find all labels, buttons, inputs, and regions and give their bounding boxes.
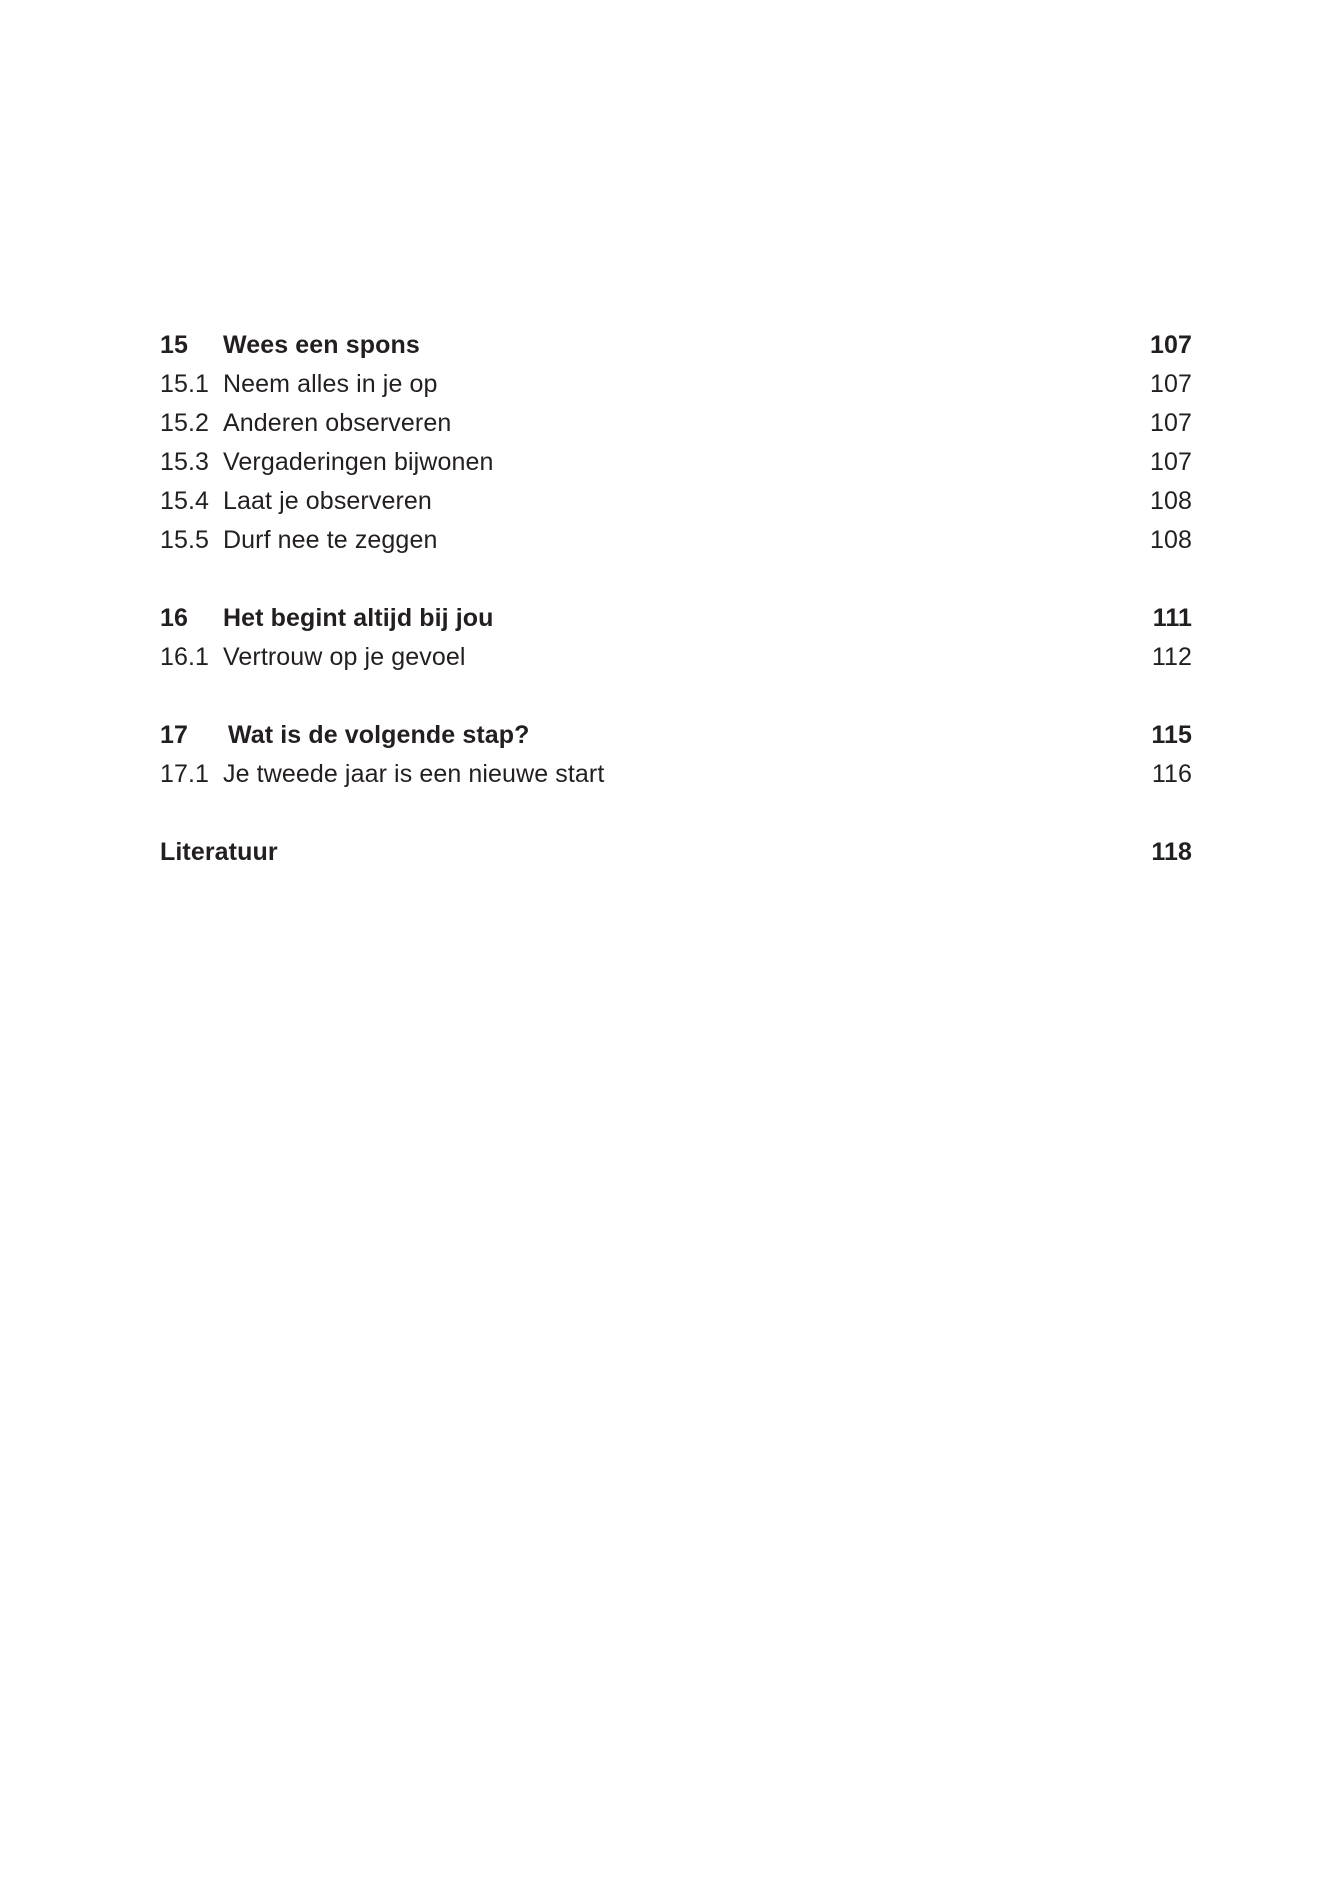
chapter-page: 111 [1152,604,1192,632]
section-title: Je tweede jaar is een nieuwe start [223,760,605,788]
toc-section-16-1[interactable] [160,638,1192,677]
chapter-title: Wees een spons [223,331,420,359]
chapter-number: 16 [160,604,189,632]
section-title: Durf nee te zeggen [223,526,438,554]
toc-section-15-1[interactable] [160,365,1192,404]
toc-section-15-3[interactable] [160,443,1192,482]
section-title: Laat je observeren [223,487,432,515]
section-number: 15.2 [160,409,210,437]
section-title: Vergaderingen bijwonen [223,448,494,476]
toc-chapter-15[interactable] [160,326,1192,365]
section-number: 15.1 [160,370,210,398]
chapter-number: 15 [160,331,189,359]
chapter-title: Het begint altijd bij jou [223,604,494,632]
section-number: 15.5 [160,526,210,554]
spacer [160,677,1192,716]
chapter-page: 115 [1151,721,1192,749]
section-page: 107 [1149,409,1192,437]
toc-section-15-5[interactable] [160,521,1192,560]
chapter-number: 17 [160,721,189,749]
section-number: 17.1 [160,760,210,788]
spacer [160,794,1192,833]
section-page: 107 [1149,370,1192,398]
section-title: Neem alles in je op [223,370,438,398]
section-title: Anderen observeren [223,409,452,437]
chapter-title: Wat is de volgende stap? [228,721,530,749]
toc-section-15-4[interactable] [160,482,1192,521]
section-page: 116 [1151,760,1192,788]
toc-chapter-17[interactable] [160,716,1192,755]
section-title: Vertrouw op je gevoel [223,643,466,671]
toc-literature[interactable] [160,833,1192,872]
section-number: 16.1 [160,643,210,671]
section-page: 108 [1149,526,1192,554]
section-page: 108 [1149,487,1192,515]
spacer [160,560,1192,599]
toc-section-15-2[interactable] [160,404,1192,443]
section-number: 15.4 [160,487,210,515]
section-page: 112 [1151,643,1192,671]
section-number: 15.3 [160,448,210,476]
literature-page: 118 [1151,838,1192,866]
table-of-contents [160,326,1192,872]
toc-section-17-1[interactable] [160,755,1192,794]
toc-chapter-16[interactable] [160,599,1192,638]
chapter-page: 107 [1149,331,1192,359]
section-page: 107 [1149,448,1192,476]
literature-title: Literatuur [160,838,278,866]
